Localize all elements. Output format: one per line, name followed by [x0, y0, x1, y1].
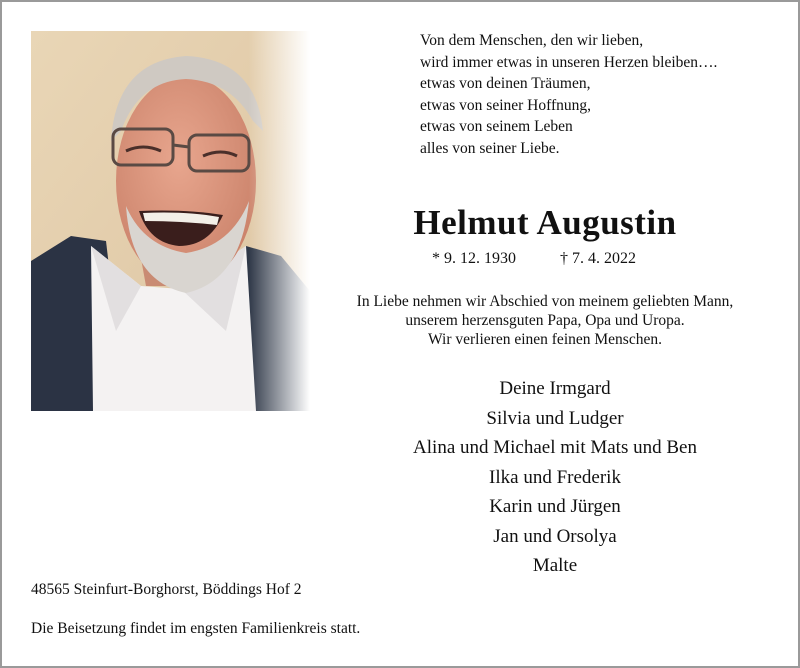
family-member: Karin und Jürgen: [489, 496, 621, 517]
poem-line: etwas von seiner Hoffnung,: [420, 96, 592, 114]
family-list: [355, 374, 755, 581]
address: 48565 Steinfurt-Borghorst, Böddings Hof 2: [31, 581, 302, 598]
farewell-text: [310, 292, 780, 349]
death-date: † 7. 4. 2022: [560, 250, 636, 267]
portrait-photo: [31, 31, 310, 411]
family-member: Jan und Orsolya: [493, 525, 617, 547]
farewell-line: In Liebe nehmen wir Abschied von meinem geliebten Mann,: [356, 293, 734, 310]
poem-line: etwas von seinem Leben: [420, 118, 573, 135]
poem-line: wird immer etwas in unseren Herzen bleiben….: [420, 53, 718, 71]
farewell-line: Wir verlieren einen feinen Menschen.: [428, 331, 662, 348]
family-member: Malte: [532, 555, 578, 576]
family-member: Silvia und Ludger: [486, 407, 624, 429]
poem-line: Von dem Menschen, den wir lieben,: [420, 32, 644, 49]
deceased-name: Helmut Augustin: [413, 203, 677, 242]
birth-date: * 9. 12. 1930: [432, 250, 516, 267]
life-dates: [432, 250, 636, 268]
family-member: Deine Irmgard: [499, 378, 611, 399]
poem: [420, 30, 717, 159]
family-member: Alina und Michael mit Mats und Ben: [413, 437, 697, 458]
burial-note: Die Beisetzung findet im engsten Familienkreis statt.: [31, 620, 361, 637]
poem-line: etwas von deinen Träumen,: [420, 75, 591, 92]
family-member: Ilka und Frederik: [489, 466, 621, 488]
farewell-line: unserem herzensguten Papa, Opa und Uropa.: [405, 312, 685, 329]
poem-line: alles von seiner Liebe.: [420, 139, 560, 157]
